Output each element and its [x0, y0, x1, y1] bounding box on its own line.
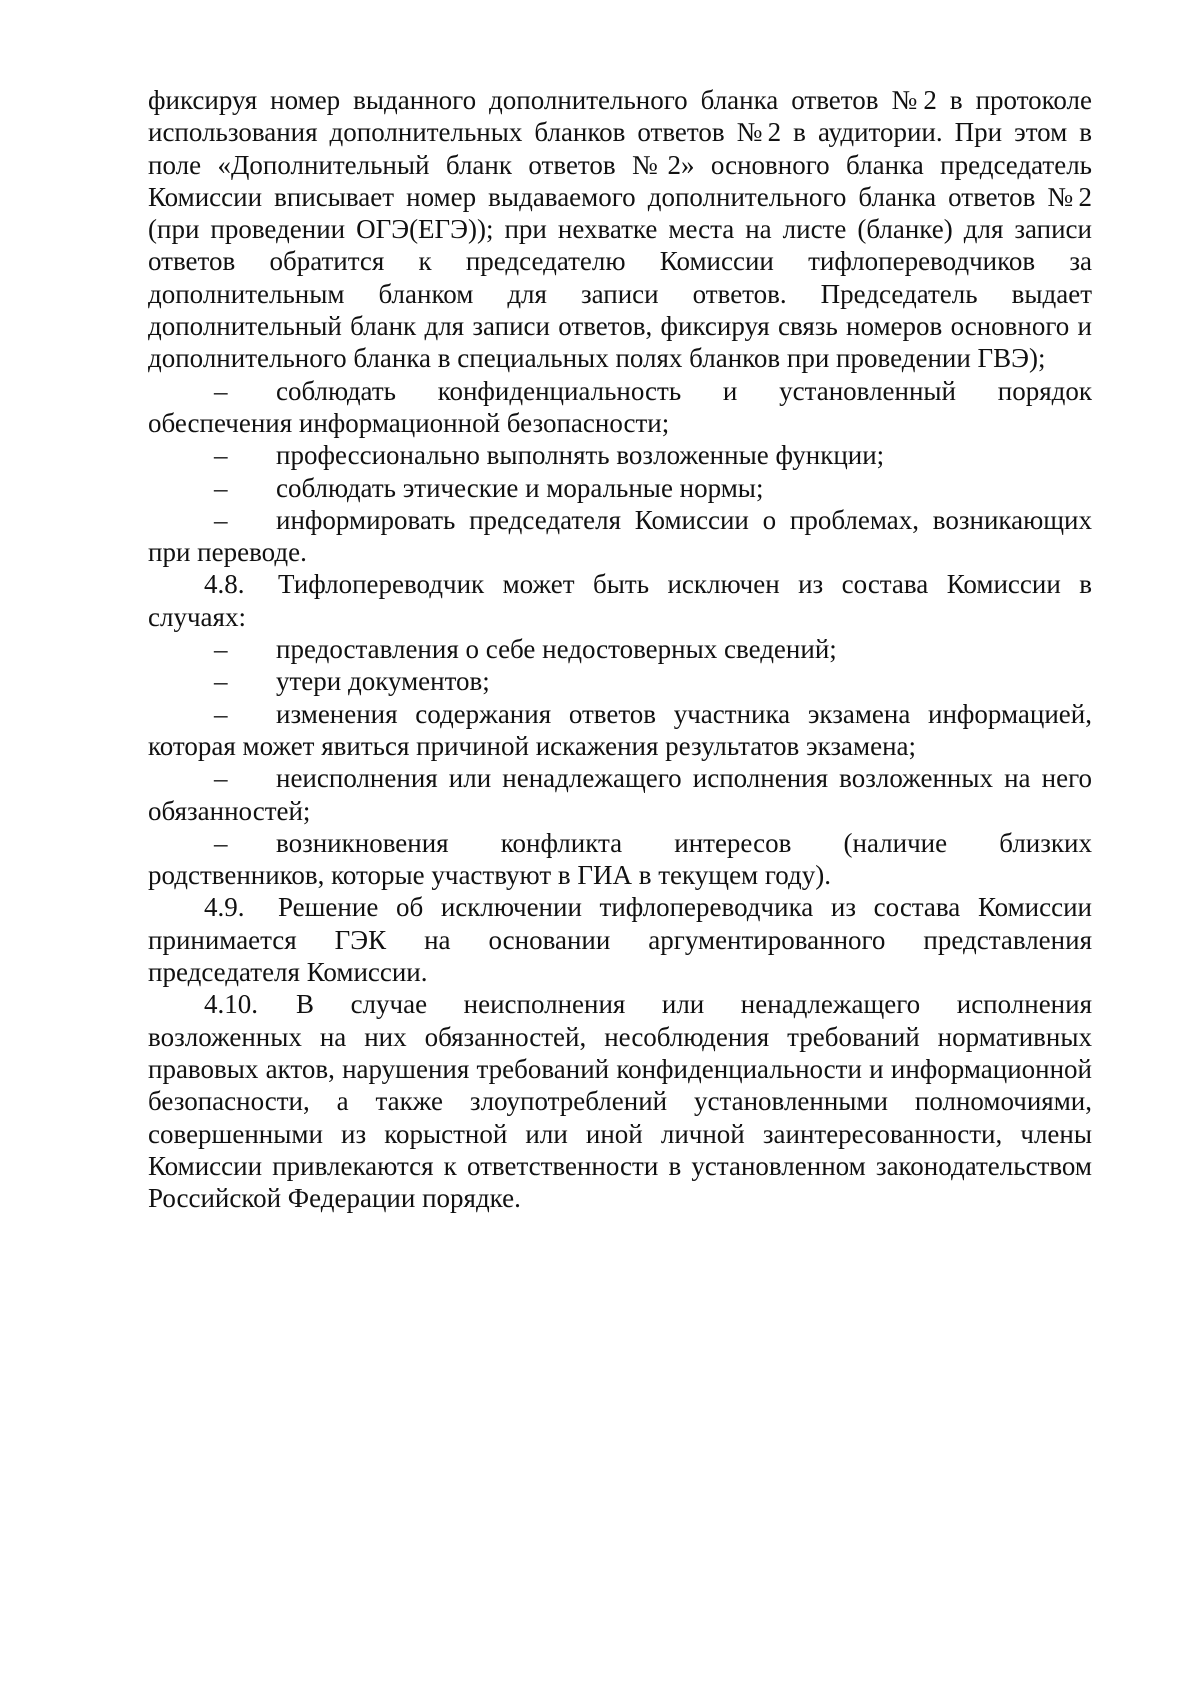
- document-page: [148, 84, 1092, 1214]
- section-text: В случае неисполнения или ненадлежащего исполнения возложенных на них обязанностей, несоблюдения требований нормативных правовых актов, нарушения требований конфиденциальности и информационной безопасности, а также злоупотреблений установленными полномочиями, совершенными из корыстной или иной личной заинтересованности, члены Комиссии привлекаются к ответственности в установленном законодательством Российской Федерации порядке.: [148, 989, 1092, 1214]
- duty-item-text: соблюдать этические и моральные нормы;: [276, 472, 764, 503]
- exclusion-item-text: неисполнения или ненадлежащего исполнения возложенных на него обязанностей;: [148, 763, 1092, 826]
- dash-marker: –: [214, 472, 228, 503]
- section-number: 4.10.: [204, 989, 258, 1020]
- duty-item: [148, 439, 1092, 471]
- section-text: Тифлопереводчик может быть исключен из состава Комиссии в случаях:: [148, 569, 1092, 632]
- duty-item-text: соблюдать конфиденциальность и установленный порядок обеспечения информационной безопасности;: [148, 375, 1092, 438]
- exclusion-item-text: предоставления о себе недостоверных сведений;: [276, 634, 837, 665]
- dash-marker: –: [214, 698, 228, 729]
- exclusion-item-text: утери документов;: [276, 666, 490, 697]
- dash-marker: –: [214, 763, 228, 794]
- exclusion-item: [148, 827, 1092, 892]
- duty-item-text: профессионально выполнять возложенные функции;: [276, 440, 885, 471]
- section-4-10: [148, 988, 1092, 1214]
- section-number: 4.9.: [204, 892, 245, 923]
- exclusion-item: [148, 698, 1092, 763]
- duty-item: [148, 375, 1092, 440]
- dash-marker: –: [214, 666, 228, 697]
- exclusion-item-text: изменения содержания ответов участника экзамена информацией, которая может явиться причиной искажения результатов экзамена;: [148, 698, 1092, 761]
- section-text: Решение об исключении тифлопереводчика из состава Комиссии принимается ГЭК на основании аргументированного представления председателя Комиссии.: [148, 892, 1092, 988]
- duty-item-text: информировать председателя Комиссии о проблемах, возникающих при переводе.: [148, 504, 1092, 568]
- exclusion-item: [148, 762, 1092, 827]
- dash-marker: –: [214, 827, 228, 858]
- dash-marker: –: [214, 634, 228, 665]
- dash-marker: –: [214, 504, 228, 535]
- exclusion-item-text: возникновения конфликта интересов (наличие близких родственников, которые участвуют в ГИА в текущем году).: [148, 827, 1092, 891]
- exclusion-item: [148, 665, 1092, 697]
- section-4-8: [148, 568, 1092, 633]
- dash-marker: –: [214, 440, 228, 471]
- section-number: 4.8.: [204, 569, 245, 600]
- section-4-9: [148, 891, 1092, 988]
- dash-marker: –: [214, 375, 228, 406]
- duty-item: [148, 472, 1092, 504]
- exclusion-item: [148, 633, 1092, 665]
- duty-item: [148, 504, 1092, 569]
- intro-paragraph: фиксируя номер выданного дополнительного бланка ответов №2 в протоколе использования дополнительных бланков ответов №2 в аудитории. При этом в поле «Дополнительный бланк ответов №2» основного бланка председатель Комиссии вписывает номер выдаваемого дополнительного бланка ответов №2 (при проведении ОГЭ(ЕГЭ)); при нехватке места на листе (бланке) для записи ответов обратится к председателю Комиссии тифлопереводчиков за дополнительным бланком для записи ответов. Председатель выдает дополнительный бланк для записи ответов, фиксируя связь номеров основного и дополнительного бланка в специальных полях бланков при проведении ГВЭ);: [148, 85, 1092, 374]
